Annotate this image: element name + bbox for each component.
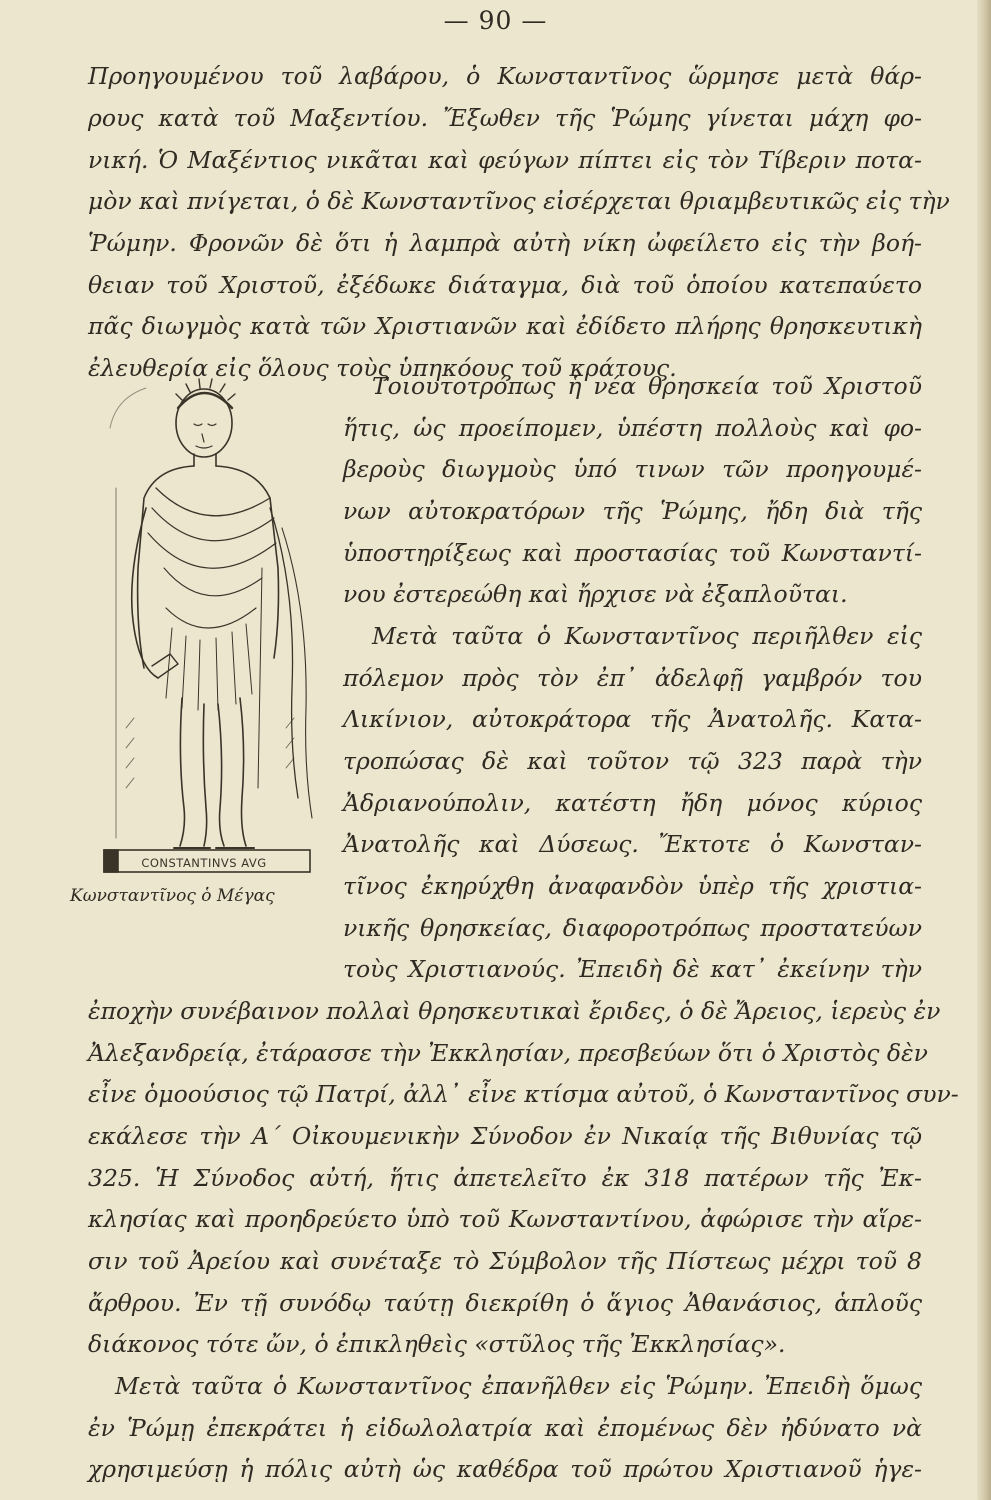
figure-caption: Κωνσταντῖνος ὁ Μέγας (70, 886, 275, 906)
text-line: πόλεμον πρὸς τὸν ἐπ᾿ ἀδελφῇ γαμβρόν του (343, 664, 922, 692)
text-line: ἥτις, ὡς προείπομεν, ὑπέστη πολλοὺς καὶ φο- (343, 414, 922, 442)
text-line: τοὺς Χριστιανούς. Ἐπειδὴ δὲ κατ᾿ ἐκείνην τὴν (343, 955, 922, 983)
text-line: τῖνος ἐκηρύχθη ἀναφανδὸν ὑπὲρ τῆς χριστια- (343, 872, 922, 900)
text-line: χρησιμεύσῃ ἡ πόλις αὐτὴ ὡς καθέδρα τοῦ πρώτου Χριστιανοῦ ἡγε- (88, 1455, 922, 1483)
text-line: εκάλεσε τὴν Α΄ Οἰκουμενικὴν Σύνοδον ἐν Νικαίᾳ τῆς Βιθυνίας τῷ (88, 1122, 922, 1150)
text-line: νική. Ὁ Μαξέντιος νικᾶται καὶ φεύγων πίπτει εἰς τὸν Τίβεριν ποτα- (88, 146, 922, 174)
text-line: νων αὐτοκρατόρων τῆς Ῥώμης, ἤδη διὰ τῆς (343, 497, 922, 525)
statue-inscription: CONSTANTINVS AVG (141, 856, 267, 870)
text-line: νικῆς θρησκείας, διαφοροτρόπως προστατεύων (343, 914, 922, 942)
text-line: ἐλευθερία εἰς ὅλους τοὺς ὑπηκόους τοῦ κράτους. (88, 354, 677, 382)
text-line: Μετὰ ταῦτα ὁ Κωνσταντῖνος ἐπανῆλθεν εἰς Ῥώμην. Ἐπειδὴ ὅμως (115, 1372, 922, 1400)
text-line: Προηγουμένου τοῦ λαβάρου, ὁ Κωνσταντῖνος ὥρμησε μετὰ θάρ- (88, 62, 922, 90)
text-line: Ἀλεξανδρείᾳ, ἐτάρασσε τὴν Ἐκκλησίαν, πρεσβεύων ὅτι ὁ Χριστὸς δὲν (88, 1039, 928, 1067)
text-line: Τοιουτοτρόπως ἡ νέα θρησκεία τοῦ Χριστοῦ (372, 372, 922, 400)
text-line: θειαν τοῦ Χριστοῦ, ἐξέδωκε διάταγμα, διὰ τοῦ ὁποίου κατεπαύετο (88, 271, 922, 299)
text-line: ἄρθρου. Ἐν τῇ συνόδῳ ταύτῃ διεκρίθη ὁ ἅγιος Ἀθανάσιος, ἁπλοῦς (88, 1289, 922, 1317)
text-line: βεροὺς διωγμοὺς ὑπό τινων τῶν προηγουμέ- (343, 455, 922, 483)
text-line: εἶνε ὁμοούσιος τῷ Πατρί, ἀλλ᾿ εἶνε κτίσμα αὐτοῦ, ὁ Κωνσταντῖνος συν- (88, 1080, 959, 1108)
text-line: ἐν Ῥώμῃ ἐπεκράτει ἡ εἰδωλολατρία καὶ ἐπομένως δὲν ἠδύνατο νὰ (88, 1414, 922, 1442)
text-line: διάκονος τότε ὤν, ὁ ἐπικληθεὶς «στῦλος τῆς Ἐκκλησίας». (88, 1330, 786, 1358)
page-edge (977, 0, 991, 1500)
text-line: 325. Ἡ Σύνοδος αὐτή, ἥτις ἀπετελεῖτο ἐκ 318 πατέρων τῆς Ἐκ- (88, 1164, 922, 1192)
text-line: Ἀδριανούπολιν, κατέστη ἤδη μόνος κύριος (343, 789, 922, 817)
text-line: μὸν καὶ πνίγεται, ὁ δὲ Κωνσταντῖνος εἰσέρχεται θριαμβευτικῶς εἰς τὴν (88, 187, 950, 215)
text-line: Ῥώμην. Φρονῶν δὲ ὅτι ἡ λαμπρὰ αὐτὴ νίκη ὠφείλετο εἰς τὴν βοή- (88, 229, 922, 257)
text-line: τροπώσας δὲ καὶ τοῦτον τῷ 323 παρὰ τὴν (343, 747, 922, 775)
text-line: ὑποστηρίξεως καὶ προστασίας τοῦ Κωνσταντί- (343, 539, 922, 567)
text-line: σιν τοῦ Ἀρείου καὶ συνέταξε τὸ Σύμβολον τῆς Πίστεως μέχρι τοῦ 8 (88, 1247, 922, 1275)
text-line: νου ἐστερεώθη καὶ ἤρχισε νὰ ἐξαπλοῦται. (343, 580, 848, 608)
text-line: πᾶς διωγμὸς κατὰ τῶν Χριστιανῶν καὶ ἐδίδετο πλήρης θρησκευτικὴ (88, 312, 922, 340)
text-line: ρους κατὰ τοῦ Μαξεντίου. Ἔξωθεν τῆς Ῥώμης γίνεται μάχη φο- (88, 104, 922, 132)
page-number: — 90 — (443, 6, 548, 35)
text-line: Μετὰ ταῦτα ὁ Κωνσταντῖνος περιῆλθεν εἰς (372, 622, 922, 650)
text-line: Λικίνιον, αὐτοκράτορα τῆς Ἀνατολῆς. Κατα- (343, 705, 922, 733)
text-line: Ἀνατολῆς καὶ Δύσεως. Ἔκτοτε ὁ Κωνσταν- (343, 830, 922, 858)
constantine-statue-illustration (86, 368, 326, 876)
text-line: κλησίας καὶ προηδρεύετο ὑπὸ τοῦ Κωνσταντίνου, ἀφώρισε τὴν αἵρε- (88, 1205, 922, 1233)
text-line: ἐποχὴν συνέβαινον πολλαὶ θρησκευτικαὶ ἔριδες, ὁ δὲ Ἄρειος, ἱερεὺς ἐν (88, 997, 941, 1025)
